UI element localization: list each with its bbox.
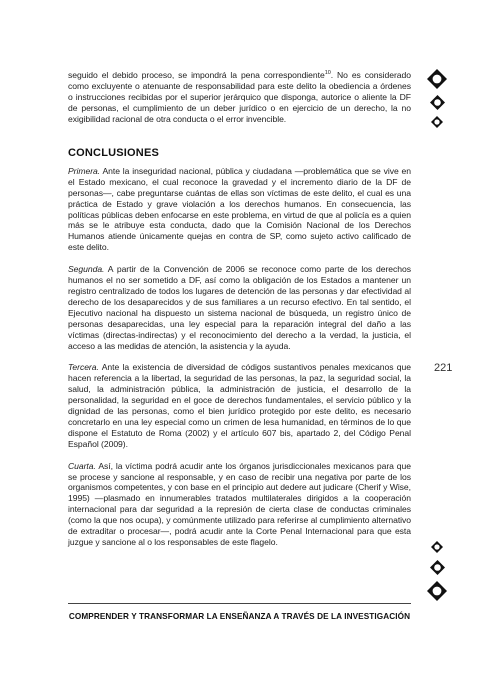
- ordinal-label: Primera.: [68, 165, 101, 176]
- intro-text-end: . No es considerado como excluyente o atenuante de responsabilidad para este delito la obediencia a órdenes o instrucciones recibidas por el superior jerárquico que disponga, autorice o aliente la DF de personas, el cumplimiento de un deber jurídico o en ejercicio de un derecho, la no exigibilidad racional de otra conducta o el error invencible.: [68, 70, 411, 124]
- intro-paragraph: [68, 70, 411, 125]
- conclusions-section: [68, 148, 411, 548]
- conclusion-text: Ante la inseguridad nacional, pública y ciudadana —problemática que se vive en el Estado mexicano, el cual reconoce la gravedad y el incremento diario de la DF de personas—, cabe preguntarse cuántas de ellas son víctimas de este delito, el cual es una práctica de Estado y grave violación a los derechos humanos. En consecuencia, las políticas públicas deben enfocarse en este problema, en virtud de que al policía es a quien más se le atribuye esta conducta, dado que la Comisión Nacional de los Derechos Humanos atiende únicamente quejas en contra de SP, como sujeto activo calificado de este delito.: [68, 165, 411, 253]
- conclusion-text: Ante la existencia de diversidad de códigos sustantivos penales mexicanos que hacen referencia a la libertad, la seguridad de las personas, la paz, la seguridad social, la salud, la administración pública, la administración de justicia, el desarrollo de la personalidad, la seguridad en el goce de derechos fundamentales, el servicio público y la dignidad de las personas, como el bien jurídico protegido por este delito, es necesario concretarlo en una ley especial como un crimen de lesa humanidad, en términos de lo que dispone el Estatuto de Roma (2002) y el artículo 607 bis, apartado 2, del Código Penal Español (2009).: [68, 362, 411, 449]
- decorative-marks-top: [424, 69, 450, 128]
- conclusion-text: A partir de la Convención de 2006 se reconoce como parte de los derechos humanos el no ser sometido a DF, así como la obligación de los Estados a mantener un registro centralizado de todos los lugares de detención de las personas y dar efectividad al derecho de los desaparecidos y de sus familiares a un recurso efectivo. En tal sentido, el Ejecutivo nacional ha dispuesto un sistema nacional de búsqueda, un registro único de personas desaparecidas, una ley especial para la reparación integral del daño a las víctimas (directas-indirectas) y el reconocimiento del derecho a la verdad, la justicia, el acceso a las medidas de atención, la asistencia y la ayuda.: [68, 264, 411, 351]
- decorative-marks-bottom: [424, 541, 450, 601]
- ordinal-label: Cuarta.: [68, 460, 96, 471]
- page-number: 221: [434, 362, 453, 374]
- conclusion-first: [68, 166, 411, 253]
- diamond-large-icon: [427, 69, 447, 89]
- conclusion-text: Así, la víctima podrá acudir ante los órganos jurisdiccionales mexicanos para que se procese y sancione al responsable, y en caso de recibir una negativa por parte de los organismos competentes, y con base en el principio aut dedere aut judicare (Cherif y Wise, 1995) —plasmado en innumerables tratados multilaterales dirigidos a la cooperación internacional para dar seguridad a la represión de cierta clase de conductas criminales (como la que nos ocupa), y comúnmente utilizado para referirse al cumplimiento alternativo de extraditar o procesar—, podrá acudir ante la Corte Penal Internacional para que esta juzgue y sancione al o los responsables de este flagelo.: [68, 460, 411, 547]
- footer-divider: [68, 603, 411, 604]
- diamond-medium-icon: [430, 560, 445, 575]
- ordinal-label: Segunda.: [68, 264, 105, 275]
- diamond-medium-icon: [430, 95, 445, 110]
- conclusion-fourth: [68, 461, 411, 548]
- conclusions-heading: CONCLUSIONES: [68, 147, 160, 159]
- diamond-large-icon: [427, 581, 447, 601]
- running-footer: COMPRENDER Y TRANSFORMAR LA ENSEÑANZA A TRAVÉS DE LA INVESTIGACIÓN: [68, 612, 411, 621]
- diamond-small-icon: [431, 541, 443, 553]
- diamond-small-icon: [431, 116, 443, 128]
- ordinal-label: Tercera.: [68, 362, 99, 373]
- conclusion-third: [68, 362, 411, 449]
- footnote-ref[interactable]: 10: [324, 70, 331, 77]
- conclusion-second: [68, 264, 411, 351]
- intro-text-start: seguido el debido proceso, se impondrá la pena correspondiente: [68, 70, 325, 80]
